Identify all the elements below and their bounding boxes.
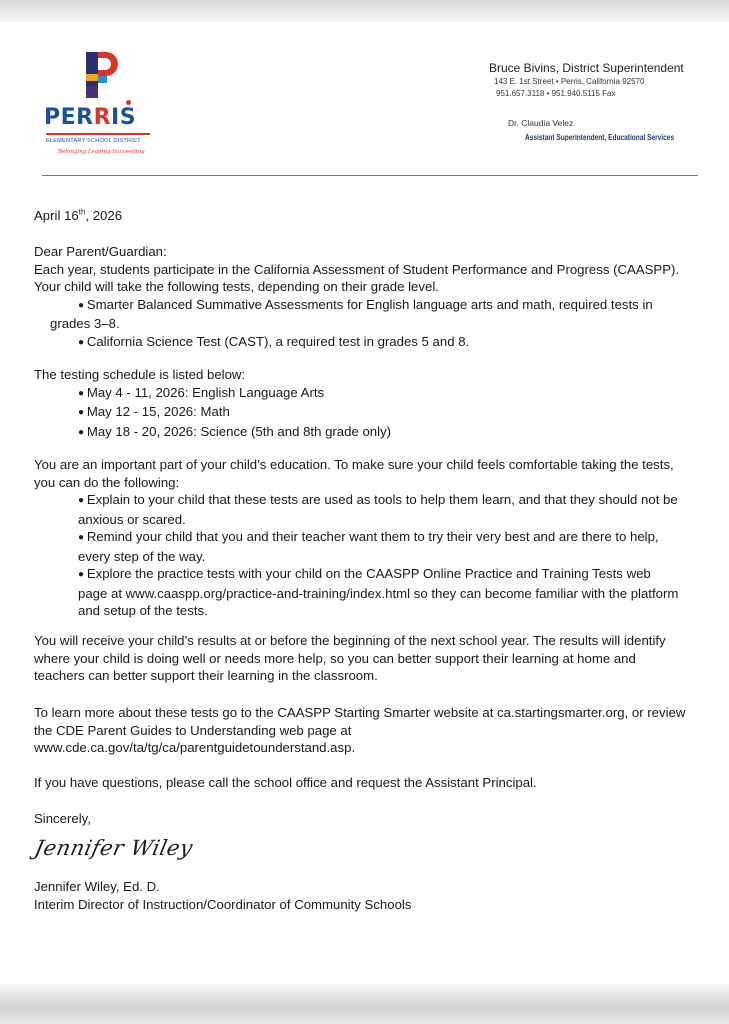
list-item: ● Remind your child that you and their teacher want them to try their very best and are there to help, xyxy=(34,528,704,548)
logo-dot xyxy=(126,100,131,105)
results-paragraph: You will receive your child’s results at or before the beginning of the next school year. The results will identify where your child is doing well or needs more help, so you can better support their learning at home and teachers can better support their learning in the classroom. xyxy=(34,633,666,683)
list-item-continuation: page at www.caaspp.org/practice-and-training/index.html so they can become familiar with the platform xyxy=(78,585,679,601)
list-item: ● May 18 - 20, 2026: Science (5th and 8th grade only) xyxy=(34,423,704,443)
letterhead-divider xyxy=(42,175,698,176)
letter-date: April 16th, 2026 xyxy=(34,207,123,223)
district-address: 143 E. 1st Street • Perris, California 92570 xyxy=(494,77,645,86)
list-item: ● Smarter Balanced Summative Assessments for English language arts and math, required tests in xyxy=(34,296,704,316)
handwritten-signature: Jennifer Wiley xyxy=(32,836,196,860)
schedule-intro: The testing schedule is listed below: xyxy=(34,367,246,382)
perris-p-logo-icon xyxy=(84,52,118,98)
list-item: ● California Science Test (CAST), a required test in grades 5 and 8. xyxy=(34,333,704,353)
intro-line: Each year, students participate in the California Assessment of Student Performance and Progress (CAASPP). xyxy=(34,261,680,277)
salutation: Dear Parent/Guardian: xyxy=(34,244,167,259)
list-item-continuation: and setup of the tests. xyxy=(78,603,208,618)
logo-divider xyxy=(46,133,150,135)
list-item: ● May 4 - 11, 2026: English Language Arts xyxy=(34,384,704,404)
learn-more-paragraph: To learn more about these tests go to the CAASPP Starting Smarter website at ca.startingsmarter.org, or review the CDE Parent Guides to Understanding web page at www.cde.ca.gov/ta/tg/ca/parentguidetounderstand.asp. xyxy=(34,705,686,755)
list-item-continuation: every step of the way. xyxy=(78,548,206,564)
help-intro-line: You are an important part of your child’s education. To make sure your child feels comfortable taking the tests, xyxy=(34,457,674,472)
scan-edge-top xyxy=(0,0,729,22)
closing: Sincerely, xyxy=(34,811,91,826)
signer-title: Interim Director of Instruction/Coordinator of Community Schools xyxy=(34,896,412,912)
scan-edge-bottom xyxy=(0,984,729,1024)
district-phone: 951.657.3118 • 951.940.5115 Fax xyxy=(496,89,616,98)
logo-wordmark: PERRIS xyxy=(44,105,137,130)
superintendent-name: Bruce Bivins, District Superintendent xyxy=(489,61,684,75)
assistant-superintendent-name: Dr. Claudia Velez xyxy=(508,118,574,128)
logo-subtitle: ELEMENTARY SCHOOL DISTRICT xyxy=(46,138,141,144)
list-item: ● May 12 - 15, 2026: Math xyxy=(34,403,704,423)
list-item: ● Explore the practice tests with your child on the CAASPP Online Practice and Training Tests web xyxy=(34,565,704,585)
schedule-section xyxy=(34,366,704,442)
list-item: ● Explain to your child that these tests are used as tools to help them learn, and that they should not be xyxy=(34,491,704,511)
list-item-continuation: grades 3–8. xyxy=(50,316,120,331)
logo-tagline: Belonging Leading Succeeding xyxy=(58,149,145,155)
district-logo xyxy=(44,52,154,162)
signer-name: Jennifer Wiley, Ed. D. xyxy=(34,879,160,894)
help-intro-line: you can do the following: xyxy=(34,474,180,490)
questions-paragraph: If you have questions, please call the school office and request the Assistant Principal. xyxy=(34,775,537,790)
intro-line: Your child will take the following tests, depending on their grade level. xyxy=(34,279,439,294)
help-section xyxy=(34,456,704,620)
intro-section xyxy=(34,243,704,352)
assistant-superintendent-title: Assistant Superintendent, Educational Services xyxy=(525,133,675,142)
signer-block xyxy=(34,878,704,913)
list-item-continuation: anxious or scared. xyxy=(78,511,186,527)
